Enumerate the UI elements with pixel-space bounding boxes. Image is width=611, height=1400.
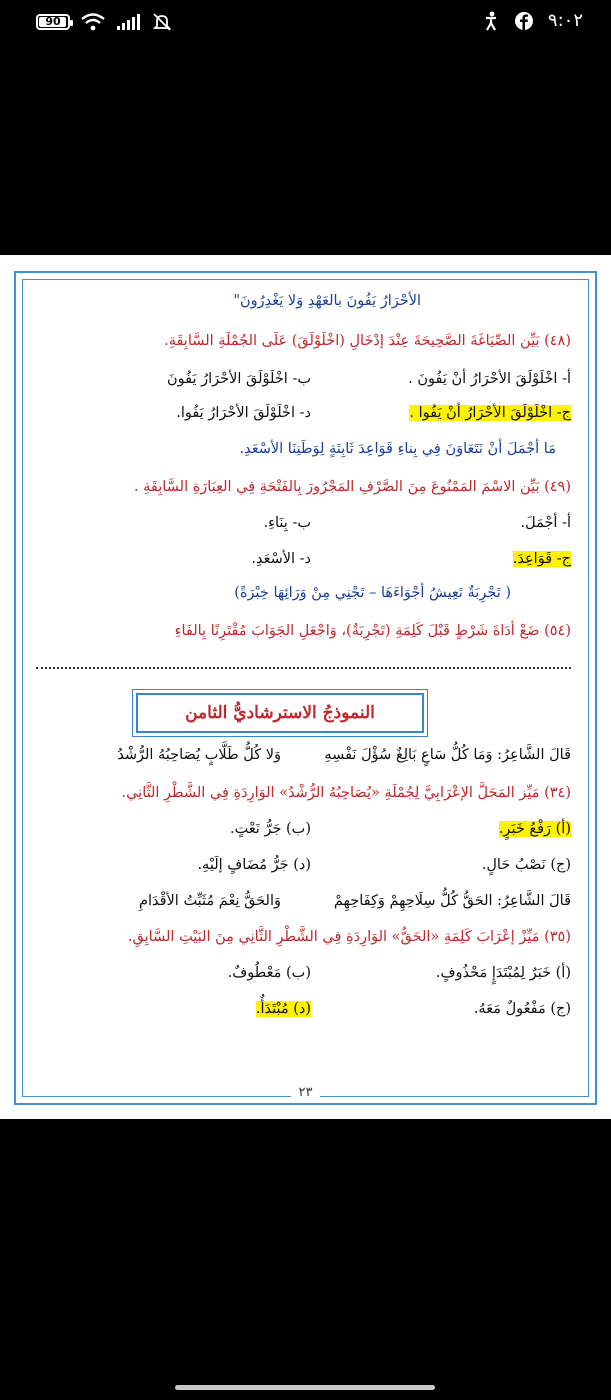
question-49: (٤٩) بَيِّن الاسْمَ المَمْنُوعَ مِنَ الصَّرْفِ المَجْرُورَ بِالفَتْحَةِ فِي العِبَارَةِ السَّابِقَةِ . [133, 479, 571, 495]
option-48-d: د- اخْلَوْلَقَ الأحْرَارُ يَفُوا. [176, 405, 311, 421]
option-49-a: أ- أجْمَلَ. [520, 515, 571, 531]
status-left-icons [36, 12, 172, 32]
option-35-d: (د) مُبْتَدَأٌ. [255, 1001, 311, 1017]
poem-2-first-hemistich: قَالَ الشَّاعِرُ: الحَقُّ كُلُّ سِلَاحِهِمْ وَكِفَاحِهِمْ [333, 893, 571, 909]
option-34-a: (أ) رَفْعُ خَبَرٍ. [498, 821, 571, 837]
sentence-54: ( تَجْرِبَةٌ تَعِيشُ أجْوَاءَهَا – تَجْنِي مِنْ وَرَائِهَا خِبْرَةً) [234, 585, 511, 601]
poem-2-second-hemistich: وَالحَقُّ نِعْمَ مُثَبِّتُ الأقْدَامِ [138, 893, 281, 909]
signal-icon [116, 13, 142, 31]
poem-1-first-hemistich: قَالَ الشَّاعِرُ: وَمَا كُلُّ سَاعٍ بَالِغٌ سُؤْلَ نَفْسِهِ [324, 747, 571, 763]
option-34-b: (ب) جَرُّ نَعْتٍ. [229, 821, 311, 837]
option-49-d: د- الأسْعَدِ. [251, 551, 311, 567]
poem-1-second-hemistich: وَلا كُلُّ طَلَّابٍ يُصَاحِبُهُ الرُّشْدُ [117, 747, 281, 763]
option-35-b: (ب) مَعْطُوفٌ. [227, 965, 311, 981]
option-48-a: أ- اخْلَوْلَقَ الأحْرَارُ أنْ يَفُونَ . [408, 371, 571, 387]
model-title: النموذجُ الاسترشاديُّ الثامن [185, 703, 375, 723]
sentence-49: مَا أجْمَلَ أنْ نَتَعَاوَنَ فِي بِناءِ قَوَاعِدَ ثَابِتَةٍ لِوَطَنِنَا الأسْعَدِ. [239, 441, 556, 457]
question-35: (٣٥) مَيِّزْ إعْرَابَ كَلِمَةِ «الحَقُّ» الوَارِدَةِ فِي الشَّطْرِ الثَّانِي مِنَ البَيْتِ السَّابِقِ. [127, 929, 571, 945]
accessibility-icon [482, 11, 500, 31]
status-bar [0, 0, 611, 48]
home-indicator[interactable] [175, 1385, 435, 1390]
status-right-icons [482, 10, 583, 31]
question-34: (٣٤) مَيِّز المَحَلَّ الإعْرَابِيَّ لِجُمْلَةِ «يُصَاحِبُهُ الرُّشْدُ» الوَارِدَةِ فِي الشَّطْرِ الثَّانِي. [121, 785, 571, 801]
option-49-c: ج- قَوَاعِدَ. [512, 551, 571, 567]
option-35-c: (ج) مَفْعُولٌ مَعَهُ. [473, 1001, 571, 1017]
clock: ٩:٠٢ [547, 10, 583, 31]
facebook-icon [514, 11, 534, 31]
section-divider [36, 667, 571, 669]
page-number: ٢٣ [291, 1085, 321, 1100]
document-page [0, 255, 611, 1119]
battery-percent: 90 [45, 15, 61, 28]
option-49-b: ب- بِنَاءِ. [263, 515, 311, 531]
text-line: الأحْرَارُ يَفُونَ بالعَهْدِ وَلا يَغْدِرُونَ" [233, 293, 421, 309]
wifi-icon [80, 12, 106, 32]
page-number-wrap [0, 1081, 611, 1100]
battery-icon [36, 14, 70, 30]
option-48-c: ج- اخْلَوْلَقَ الأحْرَارُ أنْ يَفُوا . [409, 405, 571, 421]
question-54: (٥٤) ضَعْ أدَاةَ شَرْطٍ قَبْلَ كَلِمَةِ (تَجْرِبَةٌ)، وَاجْعَلِ الجَوَابَ مُقْتَرِنًا بِالفَاءِ [174, 623, 571, 639]
model-title-box [136, 693, 424, 733]
option-34-c: (ج) نَصْبُ حَالٍ. [481, 857, 571, 873]
option-35-a: (أ) خَبَرٌ لِمُبْتَدَإٍ مَحْذُوفٍ. [435, 965, 571, 981]
option-34-d: (د) جَرُّ مُضَافٍ إلَيْهِ. [197, 857, 311, 873]
option-48-b: ب- اخْلَوْلَقَ الأحْرَارُ يَفُونَ [167, 371, 311, 387]
question-48: (٤٨) بَيِّن الصِّيَاغَةَ الصَّحِيحَةَ عِنْدَ إدْخَالِ (اخْلَوْلَقَ) عَلَى الجُمْلَةِ السَّابِقَةِ. [164, 333, 571, 349]
bell-off-icon [152, 12, 172, 32]
